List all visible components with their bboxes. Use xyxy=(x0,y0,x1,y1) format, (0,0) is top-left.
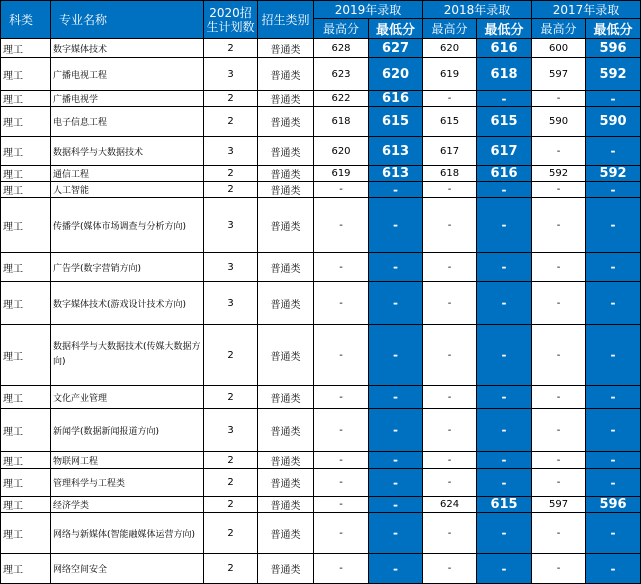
major-name-cell: 广告学(数字营销方向) xyxy=(51,253,204,282)
admission-type-cell: 普通类 xyxy=(258,107,314,137)
admission-type-cell: 普通类 xyxy=(258,386,314,409)
min-score-2018-cell: - xyxy=(477,554,532,584)
major-name-cell: 管理科学与工程类 xyxy=(51,469,204,497)
major-name-cell: 新闻学(数据新闻报道方向) xyxy=(51,409,204,452)
table-row xyxy=(1,91,641,107)
min-score-2018-cell: - xyxy=(477,91,532,107)
max-score-2018-cell: - xyxy=(423,469,477,497)
max-score-2019-cell: - xyxy=(314,513,369,554)
major-name-cell: 网络空间安全 xyxy=(51,554,204,584)
min-score-header-2017: 最低分 xyxy=(586,19,641,39)
plan-count-cell: 2 xyxy=(204,386,258,409)
max-score-2017-cell: - xyxy=(532,513,586,554)
min-score-2018-cell: 615 xyxy=(477,497,532,513)
max-score-2017-cell: - xyxy=(532,452,586,469)
min-score-2019-cell: 616 xyxy=(369,91,423,107)
max-score-header-2019: 最高分 xyxy=(314,19,369,39)
min-score-2019-cell: - xyxy=(369,469,423,497)
major-name-cell: 传播学(媒体市场调查与分析方向) xyxy=(51,198,204,253)
max-score-2018-cell: 624 xyxy=(423,497,477,513)
max-score-2017-cell: - xyxy=(532,137,586,166)
max-score-2019-cell: - xyxy=(314,198,369,253)
plan-count-cell: 2 xyxy=(204,107,258,137)
table-row xyxy=(1,452,641,469)
table-row xyxy=(1,469,641,497)
table-row xyxy=(1,554,641,584)
max-score-2019-cell: 619 xyxy=(314,166,369,182)
table-row xyxy=(1,182,641,198)
max-score-2019-cell: 623 xyxy=(314,58,369,91)
min-score-2018-cell: - xyxy=(477,409,532,452)
category-cell: 理工 xyxy=(1,91,51,107)
min-score-2017-cell: - xyxy=(586,282,641,325)
min-score-2017-cell: - xyxy=(586,198,641,253)
min-score-2018-cell: 615 xyxy=(477,107,532,137)
min-score-2017-cell: - xyxy=(586,182,641,198)
year-2018-header: 2018年录取 xyxy=(423,1,532,19)
table-row xyxy=(1,166,641,182)
admission-type-cell: 普通类 xyxy=(258,497,314,513)
category-cell: 理工 xyxy=(1,166,51,182)
table-row xyxy=(1,107,641,137)
header-row-top xyxy=(1,1,641,19)
min-score-2018-cell: - xyxy=(477,282,532,325)
category-cell: 理工 xyxy=(1,452,51,469)
table-row xyxy=(1,325,641,386)
category-cell: 理工 xyxy=(1,497,51,513)
plan-count-cell: 3 xyxy=(204,253,258,282)
min-score-2019-cell: 613 xyxy=(369,137,423,166)
admission-type-cell: 普通类 xyxy=(258,469,314,497)
min-score-2017-cell: 590 xyxy=(586,107,641,137)
category-cell: 理工 xyxy=(1,137,51,166)
min-score-2019-cell: - xyxy=(369,253,423,282)
min-score-2019-cell: 613 xyxy=(369,166,423,182)
admission-type-cell: 普通类 xyxy=(258,513,314,554)
max-score-2019-cell: 628 xyxy=(314,39,369,58)
min-score-header-2018: 最低分 xyxy=(477,19,532,39)
min-score-2019-cell: - xyxy=(369,452,423,469)
max-score-2019-cell: - xyxy=(314,386,369,409)
max-score-2017-cell: 597 xyxy=(532,58,586,91)
category-cell: 理工 xyxy=(1,58,51,91)
major-header: 专业名称 xyxy=(51,1,204,39)
min-score-2018-cell: - xyxy=(477,469,532,497)
major-name-cell: 数字媒体技术 xyxy=(51,39,204,58)
major-name-cell: 人工智能 xyxy=(51,182,204,198)
year-2019-header: 2019年录取 xyxy=(314,1,423,19)
category-cell: 理工 xyxy=(1,282,51,325)
category-cell: 理工 xyxy=(1,469,51,497)
min-score-2018-cell: 616 xyxy=(477,39,532,58)
min-score-2018-cell: - xyxy=(477,253,532,282)
major-name-cell: 数据科学与大数据技术 xyxy=(51,137,204,166)
plan-count-cell: 3 xyxy=(204,58,258,91)
admission-type-cell: 普通类 xyxy=(258,325,314,386)
table-row xyxy=(1,137,641,166)
plan-count-cell: 2 xyxy=(204,452,258,469)
max-score-2017-cell: - xyxy=(532,253,586,282)
min-score-2019-cell: 620 xyxy=(369,58,423,91)
max-score-2017-cell: - xyxy=(532,198,586,253)
major-name-cell: 广播电视学 xyxy=(51,91,204,107)
admission-type-cell: 普通类 xyxy=(258,182,314,198)
max-score-2017-cell: - xyxy=(532,554,586,584)
max-score-header-2017: 最高分 xyxy=(532,19,586,39)
max-score-2018-cell: - xyxy=(423,253,477,282)
admission-type-cell: 普通类 xyxy=(258,253,314,282)
table-row xyxy=(1,39,641,58)
max-score-2017-cell: - xyxy=(532,469,586,497)
max-score-2018-cell: 620 xyxy=(423,39,477,58)
plan-count-cell: 3 xyxy=(204,198,258,253)
admission-type-cell: 普通类 xyxy=(258,554,314,584)
table-row xyxy=(1,409,641,452)
table-row xyxy=(1,497,641,513)
major-name-cell: 文化产业管理 xyxy=(51,386,204,409)
min-score-2017-cell: - xyxy=(586,554,641,584)
min-score-2019-cell: - xyxy=(369,513,423,554)
max-score-2017-cell: - xyxy=(532,325,586,386)
year-2017-header: 2017年录取 xyxy=(532,1,641,19)
max-score-2017-cell: - xyxy=(532,409,586,452)
max-score-header-2018: 最高分 xyxy=(423,19,477,39)
min-score-2019-cell: - xyxy=(369,282,423,325)
max-score-2018-cell: 618 xyxy=(423,166,477,182)
min-score-2017-cell: - xyxy=(586,386,641,409)
category-cell: 理工 xyxy=(1,513,51,554)
min-score-2017-cell: - xyxy=(586,325,641,386)
min-score-2019-cell: - xyxy=(369,409,423,452)
admission-type-cell: 普通类 xyxy=(258,58,314,91)
max-score-2019-cell: - xyxy=(314,554,369,584)
max-score-2017-cell: 597 xyxy=(532,497,586,513)
admission-type-cell: 普通类 xyxy=(258,282,314,325)
max-score-2018-cell: - xyxy=(423,409,477,452)
max-score-2017-cell: - xyxy=(532,282,586,325)
min-score-2017-cell: 596 xyxy=(586,497,641,513)
min-score-2017-cell: - xyxy=(586,469,641,497)
max-score-2018-cell: 617 xyxy=(423,137,477,166)
major-name-cell: 通信工程 xyxy=(51,166,204,182)
min-score-2019-cell: - xyxy=(369,497,423,513)
min-score-2018-cell: 617 xyxy=(477,137,532,166)
max-score-2018-cell: - xyxy=(423,91,477,107)
category-cell: 理工 xyxy=(1,198,51,253)
major-name-cell: 物联网工程 xyxy=(51,452,204,469)
min-score-2019-cell: 627 xyxy=(369,39,423,58)
min-score-2019-cell: - xyxy=(369,182,423,198)
table-body xyxy=(1,39,641,584)
max-score-2017-cell: - xyxy=(532,182,586,198)
min-score-2019-cell: - xyxy=(369,198,423,253)
plan-count-cell: 2 xyxy=(204,166,258,182)
max-score-2019-cell: - xyxy=(314,497,369,513)
plan-count-cell: 3 xyxy=(204,409,258,452)
table-row xyxy=(1,513,641,554)
max-score-2018-cell: - xyxy=(423,452,477,469)
category-cell: 理工 xyxy=(1,409,51,452)
plan-count-cell: 2 xyxy=(204,513,258,554)
table-row xyxy=(1,198,641,253)
plan-count-cell: 2 xyxy=(204,325,258,386)
table-row xyxy=(1,282,641,325)
table-row xyxy=(1,253,641,282)
category-cell: 理工 xyxy=(1,554,51,584)
max-score-2017-cell: 592 xyxy=(532,166,586,182)
category-cell: 理工 xyxy=(1,182,51,198)
max-score-2019-cell: - xyxy=(314,469,369,497)
max-score-2017-cell: - xyxy=(532,386,586,409)
category-cell: 理工 xyxy=(1,253,51,282)
admission-type-cell: 普通类 xyxy=(258,91,314,107)
min-score-2018-cell: - xyxy=(477,386,532,409)
min-score-2018-cell: - xyxy=(477,198,532,253)
category-header: 科类 xyxy=(1,1,51,39)
max-score-2019-cell: - xyxy=(314,409,369,452)
max-score-2019-cell: 622 xyxy=(314,91,369,107)
max-score-2017-cell: 590 xyxy=(532,107,586,137)
min-score-2017-cell: - xyxy=(586,91,641,107)
max-score-2019-cell: - xyxy=(314,182,369,198)
major-name-cell: 广播电视工程 xyxy=(51,58,204,91)
min-score-2018-cell: - xyxy=(477,452,532,469)
category-cell: 理工 xyxy=(1,325,51,386)
max-score-2018-cell: - xyxy=(423,513,477,554)
max-score-2018-cell: - xyxy=(423,386,477,409)
max-score-2019-cell: 618 xyxy=(314,107,369,137)
max-score-2018-cell: - xyxy=(423,198,477,253)
min-score-2017-cell: - xyxy=(586,409,641,452)
max-score-2017-cell: 600 xyxy=(532,39,586,58)
admission-type-cell: 普通类 xyxy=(258,137,314,166)
max-score-2018-cell: - xyxy=(423,325,477,386)
max-score-2019-cell: - xyxy=(314,452,369,469)
max-score-2019-cell: - xyxy=(314,325,369,386)
category-cell: 理工 xyxy=(1,386,51,409)
major-name-cell: 数据科学与大数据技术(传媒大数据方向) xyxy=(51,325,204,386)
min-score-2017-cell: - xyxy=(586,253,641,282)
max-score-2018-cell: - xyxy=(423,282,477,325)
max-score-2018-cell: 615 xyxy=(423,107,477,137)
plan-count-cell: 2 xyxy=(204,39,258,58)
major-name-cell: 电子信息工程 xyxy=(51,107,204,137)
min-score-2019-cell: - xyxy=(369,554,423,584)
admission-type-cell: 普通类 xyxy=(258,39,314,58)
min-score-2018-cell: - xyxy=(477,325,532,386)
plan-header: 2020招生计划数 xyxy=(204,1,258,39)
max-score-2019-cell: - xyxy=(314,253,369,282)
min-score-2017-cell: - xyxy=(586,452,641,469)
min-score-2018-cell: 616 xyxy=(477,166,532,182)
min-score-2017-cell: - xyxy=(586,137,641,166)
max-score-2019-cell: - xyxy=(314,282,369,325)
min-score-2017-cell: 596 xyxy=(586,39,641,58)
major-name-cell: 网络与新媒体(智能融媒体运营方向) xyxy=(51,513,204,554)
major-name-cell: 数字媒体技术(游戏设计技术方向) xyxy=(51,282,204,325)
min-score-2019-cell: 615 xyxy=(369,107,423,137)
plan-count-cell: 2 xyxy=(204,497,258,513)
min-score-2018-cell: - xyxy=(477,513,532,554)
max-score-2018-cell: 619 xyxy=(423,58,477,91)
admission-type-cell: 普通类 xyxy=(258,452,314,469)
plan-count-cell: 2 xyxy=(204,91,258,107)
plan-count-cell: 2 xyxy=(204,554,258,584)
table-row xyxy=(1,386,641,409)
min-score-2018-cell: - xyxy=(477,182,532,198)
max-score-2019-cell: 620 xyxy=(314,137,369,166)
max-score-2017-cell: - xyxy=(532,91,586,107)
min-score-2018-cell: 618 xyxy=(477,58,532,91)
min-score-2017-cell: - xyxy=(586,513,641,554)
category-cell: 理工 xyxy=(1,107,51,137)
admission-type-cell: 普通类 xyxy=(258,198,314,253)
major-name-cell: 经济学类 xyxy=(51,497,204,513)
plan-count-cell: 3 xyxy=(204,137,258,166)
min-score-2019-cell: - xyxy=(369,386,423,409)
admission-type-cell: 普通类 xyxy=(258,166,314,182)
max-score-2018-cell: - xyxy=(423,554,477,584)
min-score-2019-cell: - xyxy=(369,325,423,386)
min-score-2017-cell: 592 xyxy=(586,166,641,182)
type-header: 招生类别 xyxy=(258,1,314,39)
min-score-2017-cell: 592 xyxy=(586,58,641,91)
admission-type-cell: 普通类 xyxy=(258,409,314,452)
plan-count-cell: 3 xyxy=(204,282,258,325)
max-score-2018-cell: - xyxy=(423,182,477,198)
plan-count-cell: 2 xyxy=(204,469,258,497)
min-score-header-2019: 最低分 xyxy=(369,19,423,39)
plan-count-cell: 2 xyxy=(204,182,258,198)
category-cell: 理工 xyxy=(1,39,51,58)
table-row xyxy=(1,58,641,91)
